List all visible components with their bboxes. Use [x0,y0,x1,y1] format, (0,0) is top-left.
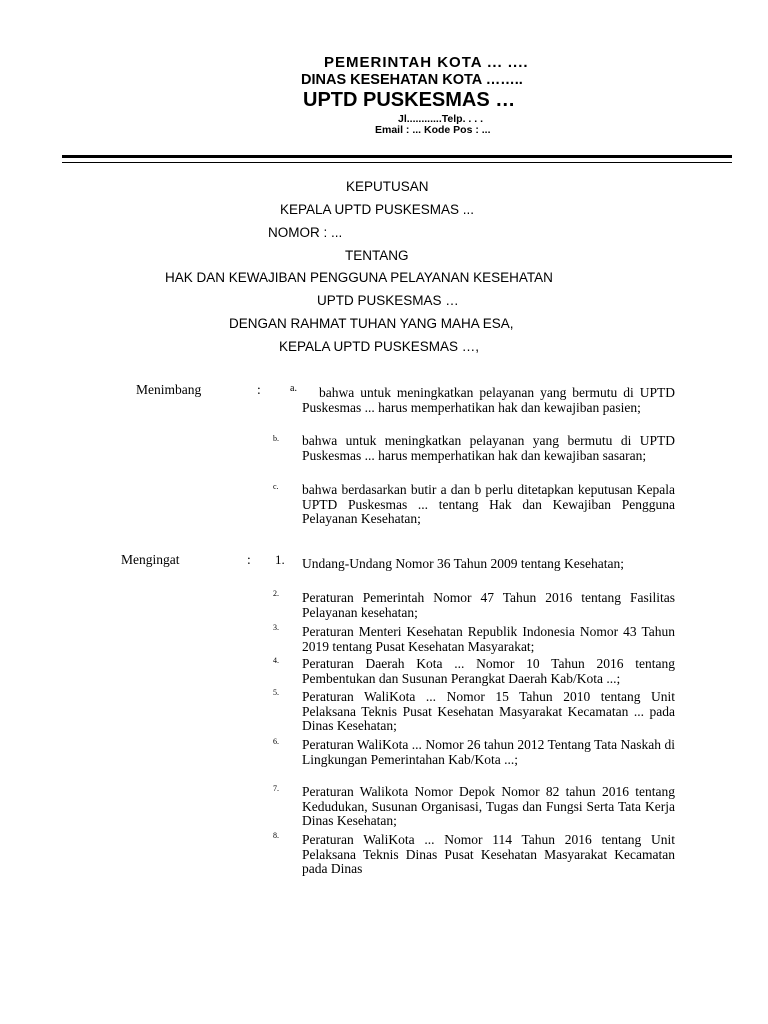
menimbang-label: Menimbang [136,382,202,397]
mengingat-marker-8: 8. [273,831,279,840]
title-kepala: KEPALA UPTD PUSKESMAS ... [280,202,475,217]
title-subject: HAK DAN KEWAJIBAN PENGGUNA PELAYANAN KESEHATAN [165,270,553,285]
mengingat-item-5: Peraturan WaliKota ... Nomor 15 Tahun 2010 tentang Unit Pelaksana Teknis Pusat Kesehatan Masyarakat Kecamatan ... pada Dinas Kesehatan; [302,689,675,733]
mengingat-marker-4: 4. [273,656,279,665]
mengingat-marker-5: 5. [273,688,279,697]
menimbang-colon: : [257,382,261,397]
mengingat-item-8: Peraturan WaliKota ... Nomor 114 Tahun 2016 tentang Unit Pelaksana Teknis Dinas Pusat Kesehatan Masyarakat Kecamatan pada Dinas [302,832,675,876]
mengingat-item-1: Undang-Undang Nomor 36 Tahun 2009 tentang Kesehatan; [302,556,624,571]
letterhead-line-2: DINAS KESEHATAN KOTA …….. [301,72,523,88]
title-puskesmas: UPTD PUSKESMAS … [317,293,459,308]
header-rule-thick [62,155,732,158]
mengingat-item-7: Peraturan Walikota Nomor Depok Nomor 82 tahun 2016 tentang Kedudukan, Susunan Organisasi, Tugas dan Fungsi Serta Tata Kerja Dinas Kesehatan; [302,784,675,828]
mengingat-item-4: Peraturan Daerah Kota ... Nomor 10 Tahun 2016 tentang Pembentukan dan Susunan Perangkat Daerah Kab/Kota ...; [302,656,675,686]
mengingat-item-3: Peraturan Menteri Kesehatan Republik Indonesia Nomor 43 Tahun 2019 tentang Pusat Kesehatan Masyarakat; [302,624,675,654]
title-nomor: NOMOR : ... [268,225,343,240]
mengingat-marker-6: 6. [273,737,279,746]
mengingat-marker-1: 1. [275,552,285,567]
mengingat-item-6: Peraturan WaliKota ... Nomor 26 tahun 2012 Tentang Tata Naskah di Lingkungan Pemerintahan Kab/Kota ...; [302,737,675,767]
letterhead-line-1: PEMERINTAH KOTA ... .... [324,54,529,71]
letterhead-line-3: UPTD PUSKESMAS … [303,89,516,111]
title-tentang: TENTANG [345,248,409,263]
menimbang-item-b: bahwa untuk meningkatkan pelayanan yang bermutu di UPTD Puskesmas ... harus memperhatikan hak dan kewajiban sasaran; [302,433,675,463]
menimbang-marker-a: a. [290,383,297,394]
menimbang-marker-c: c. [273,482,279,491]
mengingat-marker-3: 3. [273,623,279,632]
mengingat-colon: : [247,552,251,567]
menimbang-item-c: bahwa berdasarkan butir a dan b perlu ditetapkan keputusan Kepala UPTD Puskesmas ... tentang Hak dan Kewajiban Pengguna Pelayanan Kesehatan; [302,482,675,526]
menimbang-marker-b: b. [273,434,279,443]
letterhead-contact: Email : ... Kode Pos : ... [375,124,491,136]
mengingat-label: Mengingat [121,552,180,567]
menimbang-item-a: bahwa untuk meningkatkan pelayanan yang bermutu di UPTD Puskesmas ... harus memperhatikan hak dan kewajiban pasien; [302,385,675,415]
letterhead-address: Jl............Telp. . . . [398,113,483,125]
title-keputusan: KEPUTUSAN [346,179,429,194]
mengingat-marker-7: 7. [273,784,279,793]
mengingat-marker-2: 2. [273,589,279,598]
title-kepala-2: KEPALA UPTD PUSKESMAS …, [279,339,480,354]
mengingat-item-2: Peraturan Pemerintah Nomor 47 Tahun 2016 tentang Fasilitas Pelayanan kesehatan; [302,590,675,620]
title-rahmat: DENGAN RAHMAT TUHAN YANG MAHA ESA, [229,316,514,331]
header-rule-thin [62,162,732,163]
